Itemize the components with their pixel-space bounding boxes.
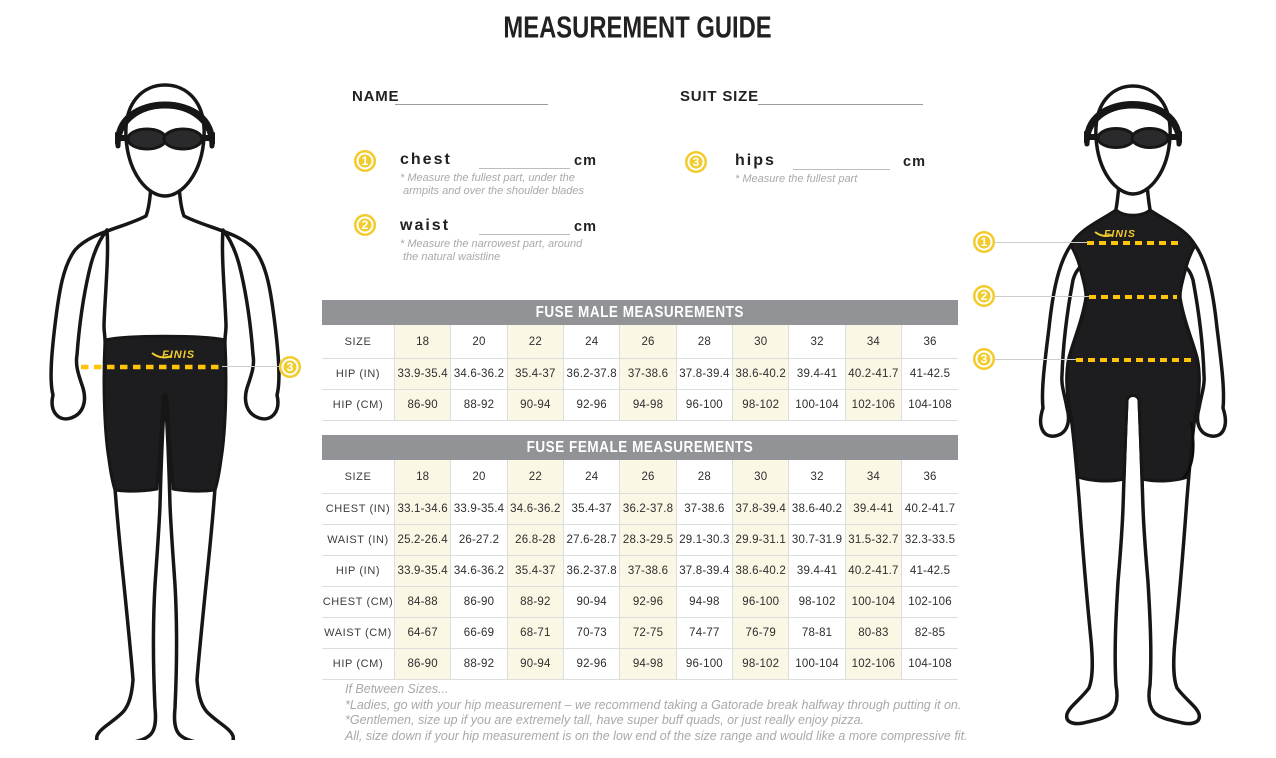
measurement-cell: 100-104 [789,649,845,680]
measurement-cell: 102-106 [902,587,958,618]
size-column-header: 34 [845,325,901,359]
size-header-label: SIZE [322,460,395,494]
footnote-line: If Between Sizes... [345,682,449,696]
male-table-header-bar [322,300,958,325]
measurement-cell: 37-38.6 [676,494,732,525]
measurement-cell: 104-108 [902,649,958,680]
female-table-title: FUSE FEMALE MEASUREMENTS [526,438,754,457]
badge-number: 3 [692,155,700,169]
measurement-cell: 30.7-31.9 [789,525,845,556]
measurement-cell: 39.4-41 [845,494,901,525]
badge-number: 3 [286,360,294,374]
name-fill-line[interactable] [395,104,548,105]
size-column-header: 30 [733,460,789,494]
waist-note-line2: the natural waistline [403,250,501,263]
measurement-cell: 40.2-41.7 [845,556,901,587]
measurement-cell: 34.6-36.2 [451,359,507,390]
measurement-cell: 40.2-41.7 [845,359,901,390]
female-hip-badge [973,348,995,370]
chest-label: chest [400,151,452,168]
page-title: MEASUREMENT GUIDE [503,11,773,45]
size-column-header: 36 [902,325,958,359]
measurement-cell: 92-96 [564,390,620,421]
row-label: CHEST (CM) [322,587,395,618]
measurement-cell: 26-27.2 [451,525,507,556]
badge-number: 3 [980,352,988,366]
footnote-line: *Ladies, go with your hip measurement – we recommend taking a Gatorade break halfway through putting it on. [345,697,962,712]
row-label: HIP (CM) [322,390,395,421]
measurement-cell: 35.4-37 [564,494,620,525]
size-column-header: 24 [564,460,620,494]
measurement-cell: 26.8-28 [507,525,563,556]
footnote-line: All, size down if your hip measurement is on the low end of the size range and would like a more compressive fit. [345,728,968,743]
chest-fill-line[interactable] [479,168,570,169]
female-table-header-bar [322,435,958,460]
size-column-header: 22 [507,325,563,359]
female-figure-svg [975,40,1275,740]
measurement-cell: 37.8-39.4 [676,556,732,587]
female-waist-badge [973,285,995,307]
measurement-cell: 72-75 [620,618,676,649]
size-column-header: 28 [676,460,732,494]
male-table-title: FUSE MALE MEASUREMENTS [535,303,745,322]
measurement-cell: 37-38.6 [620,556,676,587]
size-column-header: 36 [902,460,958,494]
measurement-cell: 27.6-28.7 [564,525,620,556]
measurement-cell: 92-96 [620,587,676,618]
hips-unit: cm [903,154,926,170]
measurement-cell: 80-83 [845,618,901,649]
measurement-cell: 40.2-41.7 [902,494,958,525]
measurement-cell: 38.6-40.2 [733,359,789,390]
waist-number-badge [354,214,376,236]
size-column-header: 26 [620,325,676,359]
measurement-cell: 98-102 [733,649,789,680]
chest-note-line2: armpits and over the shoulder blades [403,184,584,197]
size-column-header: 26 [620,460,676,494]
suit-size-fill-line[interactable] [758,104,923,105]
measurement-cell: 90-94 [507,649,563,680]
measurement-cell: 33.1-34.6 [395,494,451,525]
measurement-cell: 41-42.5 [902,556,958,587]
chest-number-badge [354,150,376,172]
measurement-cell: 31.5-32.7 [845,525,901,556]
row-label: WAIST (CM) [322,618,395,649]
waist-unit: cm [574,219,597,235]
male-figure-svg [15,40,315,740]
female-kneeskin-suit [1067,210,1199,481]
measurement-cell: 39.4-41 [789,359,845,390]
measurement-cell: 92-96 [564,649,620,680]
brand-logo-text: FINIS [162,349,196,361]
measurement-cell: 35.4-37 [507,359,563,390]
male-figure [15,40,315,740]
measurement-cell: 68-71 [507,618,563,649]
female-size-table [322,460,958,680]
female-measurements-table [322,435,958,680]
size-column-header: 20 [451,460,507,494]
measurement-cell: 96-100 [676,649,732,680]
measurement-cell: 34.6-36.2 [507,494,563,525]
measurement-cell: 104-108 [902,390,958,421]
measurement-cell: 98-102 [789,587,845,618]
female-figure [975,40,1275,740]
size-column-header: 32 [789,325,845,359]
chest-unit: cm [574,153,597,169]
measurement-cell: 38.6-40.2 [789,494,845,525]
brand-logo-text: FINIS [1104,228,1136,240]
badge-number: 1 [980,235,988,249]
measurement-cell: 37.8-39.4 [733,494,789,525]
measurement-cell: 94-98 [620,390,676,421]
measurement-cell: 88-92 [451,390,507,421]
measurement-cell: 88-92 [507,587,563,618]
suit-size-label: SUIT SIZE [680,88,759,105]
female-waist-leader-line [995,296,1089,297]
size-column-header: 20 [451,325,507,359]
hips-number-badge [685,151,707,173]
measurement-cell: 36.2-37.8 [564,359,620,390]
measurement-cell: 94-98 [676,587,732,618]
measurement-cell: 33.9-35.4 [395,359,451,390]
row-label: CHEST (IN) [322,494,395,525]
measurement-cell: 88-92 [451,649,507,680]
size-column-header: 34 [845,460,901,494]
row-label: HIP (IN) [322,556,395,587]
waist-fill-line[interactable] [479,234,570,235]
chest-note [400,172,584,197]
measurement-cell: 86-90 [451,587,507,618]
measurement-cell: 25.2-26.4 [395,525,451,556]
measurement-cell: 100-104 [845,587,901,618]
measurement-cell: 100-104 [789,390,845,421]
size-column-header: 22 [507,460,563,494]
size-header-label: SIZE [322,325,395,359]
hips-note [735,173,857,186]
measurement-cell: 29.9-31.1 [733,525,789,556]
size-column-header: 32 [789,460,845,494]
measurement-cell: 36.2-37.8 [620,494,676,525]
chest-note-line1: * Measure the fullest part, under the [400,172,575,184]
measurement-cell: 102-106 [845,649,901,680]
badge-number: 2 [980,289,988,303]
male-size-table [322,325,958,421]
hips-label: hips [735,152,776,169]
measurement-cell: 33.9-35.4 [451,494,507,525]
waist-note [400,238,582,263]
female-chest-leader-line [995,242,1087,243]
male-body-outline [51,186,279,740]
measurement-cell: 37-38.6 [620,359,676,390]
measurement-cell: 39.4-41 [789,556,845,587]
measurement-cell: 33.9-35.4 [395,556,451,587]
hips-fill-line[interactable] [793,169,890,170]
measurement-cell: 70-73 [564,618,620,649]
size-column-header: 28 [676,325,732,359]
measurement-cell: 98-102 [733,390,789,421]
measurement-cell: 34.6-36.2 [451,556,507,587]
measurement-cell: 29.1-30.3 [676,525,732,556]
row-label: HIP (IN) [322,359,395,390]
measurement-cell: 84-88 [395,587,451,618]
measurement-cell: 41-42.5 [902,359,958,390]
measurement-cell: 86-90 [395,390,451,421]
name-label: NAME [352,88,400,105]
female-chest-badge [973,231,995,253]
waist-label: waist [400,217,451,234]
measurement-cell: 64-67 [395,618,451,649]
row-label: HIP (CM) [322,649,395,680]
footnotes [345,682,968,744]
waist-note-line1: * Measure the narrowest part, around [400,238,583,250]
badge-number: 2 [361,218,369,232]
size-column-header: 30 [733,325,789,359]
measurement-cell: 38.6-40.2 [733,556,789,587]
measurement-cell: 66-69 [451,618,507,649]
measurement-cell: 102-106 [845,390,901,421]
hips-note-line1: * Measure the fullest part [735,173,858,185]
male-hip-leader-line [222,366,280,367]
row-label: WAIST (IN) [322,525,395,556]
size-column-header: 18 [395,325,451,359]
measurement-cell: 76-79 [733,618,789,649]
measurement-cell: 35.4-37 [507,556,563,587]
measurement-cell: 86-90 [395,649,451,680]
measurement-cell: 36.2-37.8 [564,556,620,587]
measurement-cell: 90-94 [564,587,620,618]
size-column-header: 18 [395,460,451,494]
measurement-cell: 96-100 [676,390,732,421]
measurement-cell: 28.3-29.5 [620,525,676,556]
measurement-cell: 94-98 [620,649,676,680]
male-measurements-table [322,300,958,421]
measurement-cell: 37.8-39.4 [676,359,732,390]
measurement-cell: 82-85 [902,618,958,649]
measurement-cell: 96-100 [733,587,789,618]
measurement-cell: 90-94 [507,390,563,421]
size-column-header: 24 [564,325,620,359]
badge-number: 1 [361,154,369,168]
measurement-cell: 74-77 [676,618,732,649]
female-hip-leader-line [995,359,1076,360]
measurement-cell: 32.3-33.5 [902,525,958,556]
male-hip-badge [279,356,301,378]
footnote-line: *Gentlemen, size up if you are extremely tall, have super buff quads, or just really enjoy pizza. [345,713,865,727]
measurement-cell: 78-81 [789,618,845,649]
